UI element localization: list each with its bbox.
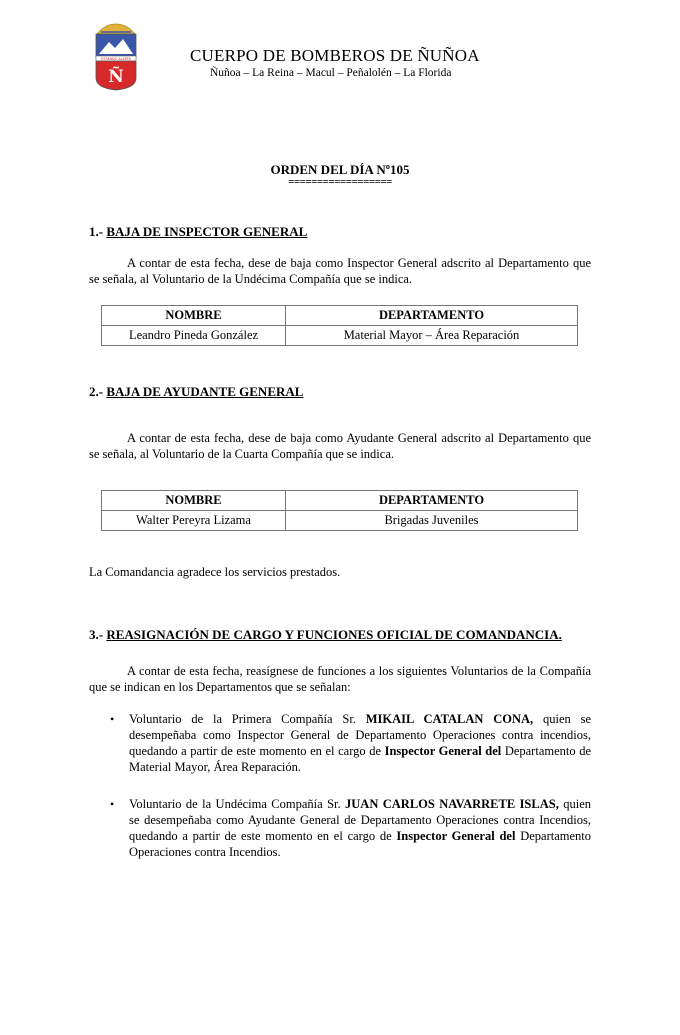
bullet-2-name: JUAN CARLOS NAVARRETE ISLAS, [345,797,559,811]
column-header-nombre: NOMBRE [102,491,286,511]
bullet-1-mid: quien se desempeñaba como Inspector General de Departamento Operaciones contra incendios, quedando a partir de este momento en el cargo de [129,712,591,758]
table-row [102,511,578,531]
bullet-1-name: MIKAIL CATALAN CONA, [365,712,534,726]
section-1-title: BAJA DE INSPECTOR GENERAL [106,224,308,239]
cell-nombre: Leandro Pineda González [102,326,286,346]
column-header-departamento: DEPARTAMENTO [286,306,578,326]
section-1-paragraph: A contar de esta fecha, dese de baja como Inspector General adscrito al Departamento que se señala, al Voluntario de la Undécima Compañía que se indica. [89,256,591,286]
fire-department-shield-logo [91,20,141,92]
logo-letter: Ñ [108,67,124,87]
bullet-icon: • [110,797,115,811]
logo-banner-text: ESTANDO ALERTA [101,57,131,61]
section-2-number: 2.- [89,384,104,399]
column-header-departamento: DEPARTAMENTO [286,491,578,511]
table-row [102,326,578,346]
section-3-paragraph: A contar de esta fecha, reasígnese de funciones a los siguientes Voluntarios de la Compañía que se indican en los Departamentos que se señalan: [89,664,591,694]
section-2-paragraph: A contar de esta fecha, dese de baja como Ayudante General adscrito al Departamento que se señala, al Voluntario de la Cuarta Compañía que se indica. [89,431,591,461]
section-1-number: 1.- [89,224,104,239]
list-item [129,796,591,860]
bullet-2-role: Inspector General del [396,829,516,843]
section-2-title: BAJA DE AYUDANTE GENERAL [106,384,304,399]
bullet-2-post: Departamento Operaciones contra Incendios. [129,829,591,859]
thanks-statement: La Comandancia agradece los servicios prestados. [89,565,341,579]
shield-icon [91,20,141,92]
section-1-heading [89,224,307,240]
section-3-number: 3.- [89,627,104,642]
list-item [129,711,591,775]
bullet-1-pre: Voluntario de la Primera Compañía Sr. [129,712,366,726]
order-title: ORDEN DEL DÍA Nº105 [270,162,410,177]
section-2-table [101,490,578,531]
section-3-title: REASIGNACIÓN DE CARGO Y FUNCIONES OFICIAL DE COMANDANCIA. [106,627,562,642]
table-header-row [102,491,578,511]
bullet-1-role: Inspector General del [384,744,502,758]
cell-departamento: Material Mayor – Área Reparación [286,326,578,346]
bullet-1-post: Departamento de Material Mayor, Área Reparación. [129,744,591,774]
cell-nombre: Walter Pereyra Lizama [102,511,286,531]
table-header-row [102,306,578,326]
organization-communes: Ñuñoa – La Reina – Macul – Peñalolén – La Florida [210,67,452,79]
section-3-heading [89,627,562,643]
bullet-2-pre: Voluntario de la Undécima Compañía Sr. [129,797,346,811]
section-2-heading [89,384,303,400]
order-title-rule: ================== [288,176,392,188]
section-1-table [101,305,578,346]
column-header-nombre: NOMBRE [102,306,286,326]
bullet-2-mid: quien se desempeñaba como Ayudante General de Departamento Operaciones contra Incendios, quedando a partir de este momento en el cargo de [129,797,591,843]
organization-name: CUERPO DE BOMBEROS DE ÑUÑOA [190,46,480,65]
bullet-icon: • [110,712,115,726]
cell-departamento: Brigadas Juveniles [286,511,578,531]
